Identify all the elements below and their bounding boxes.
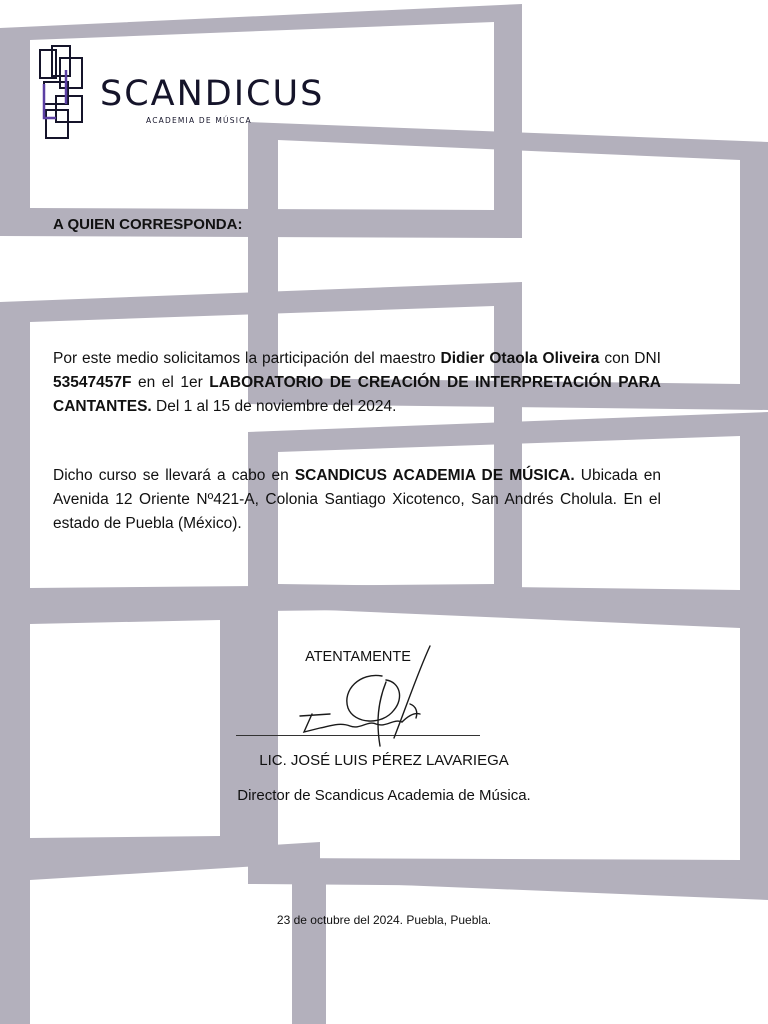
logo-tagline: ACADEMIA DE MÚSICA — [146, 116, 252, 125]
signer-name: LIC. JOSÉ LUIS PÉREZ LAVARIEGA — [259, 752, 509, 769]
dni-number: 53547457F — [53, 374, 132, 391]
p1-text-2: con DNI — [599, 350, 661, 367]
venue-name: SCANDICUS ACADEMIA DE MÚSICA. — [294, 467, 575, 484]
teacher-name: Didier Otaola Oliveira — [440, 350, 600, 367]
p1-text-3: en el 1er — [131, 374, 210, 391]
p1-text-4: Del 1 al 15 de noviembre del 2024. — [151, 398, 397, 415]
p2-text-2: Ubicada en Avenida 12 Oriente Nº421-A, Colonia Santiago Xicotenco, San Andrés Cholula. En el estado de Puebla (México). — [53, 467, 661, 532]
signature-icon — [290, 642, 440, 752]
p2-text-1: Dicho curso se llevará a cabo en — [53, 467, 295, 484]
course-name: LABORATORIO DE CREACIÓN DE INTERPRETACIÓN PARA CANTANTES. — [53, 374, 661, 415]
letter-paragraph-1 — [53, 347, 661, 419]
academy-logo — [38, 44, 338, 144]
letter-date: 23 de octubre del 2024. Puebla, Puebla. — [276, 913, 492, 927]
p1-text-1: Por este medio solicitamos la participación del maestro — [53, 350, 441, 367]
signer-role: Director de Scandicus Academia de Música. — [237, 787, 531, 804]
closing-text: ATENTAMENTE — [305, 649, 411, 665]
logo-mark-icon — [38, 44, 88, 144]
letter-greeting: A QUIEN CORRESPONDA: — [53, 216, 243, 233]
logo-wordmark: SCANDICUS — [100, 74, 325, 114]
letter-paragraph-2 — [53, 464, 661, 536]
